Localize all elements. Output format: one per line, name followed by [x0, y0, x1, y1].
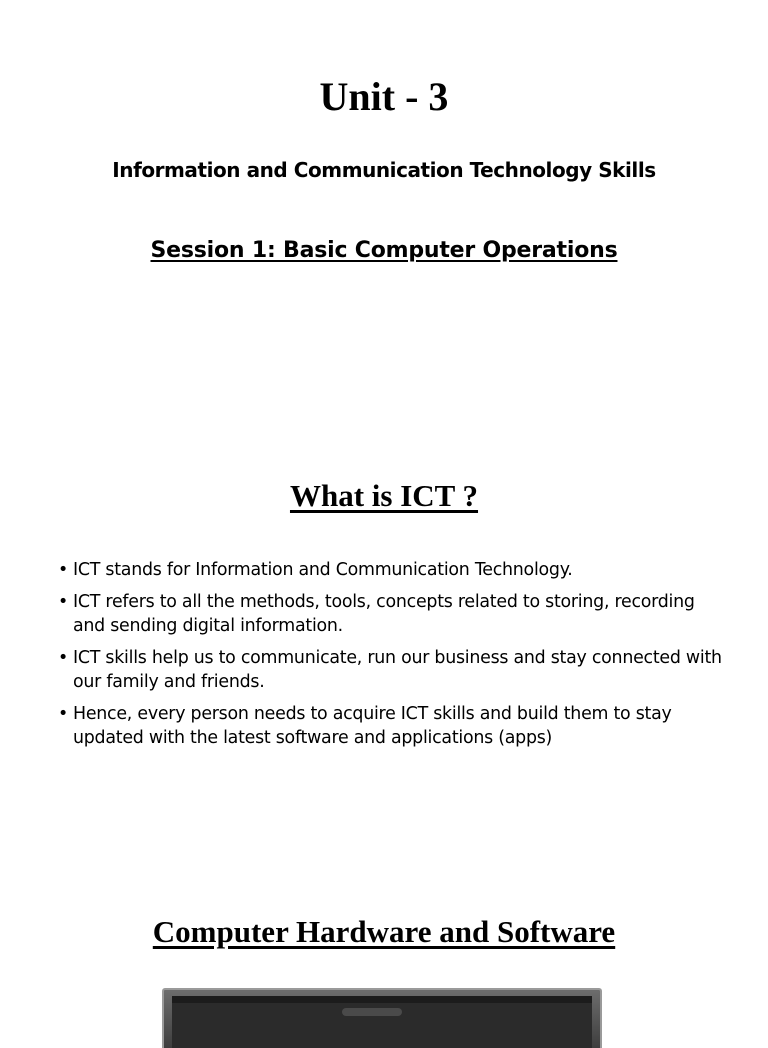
unit-title: Unit - 3 [319, 74, 449, 119]
bullet-text: ICT refers to all the methods, tools, concepts related to storing, recording and sending digital information. [73, 592, 695, 636]
session-title: Session 1: Basic Computer Operations [150, 238, 618, 263]
bullet-icon: • [58, 704, 69, 724]
bullet-text: Hence, every person needs to acquire ICT skills and build them to stay updated with the latest software and applications (apps) [73, 704, 672, 748]
bullet-icon: • [58, 648, 69, 668]
unit-subtitle: Information and Communication Technology Skills [112, 158, 656, 182]
bullet-icon: • [58, 560, 69, 580]
slide-title [0, 0, 768, 330]
what-is-ict-heading: What is ICT ? [289, 478, 479, 513]
slide-what-is-ict [0, 430, 768, 770]
monitor-topbar [172, 996, 592, 1003]
monitor-screen [172, 996, 592, 1048]
bullet-text: ICT skills help us to communicate, run our business and stay connected with our family and friends. [73, 648, 722, 692]
computer-monitor-icon [162, 988, 602, 1048]
list-item [58, 702, 728, 750]
bullet-icon: • [58, 592, 69, 612]
list-item [58, 558, 728, 582]
bullet-text: ICT stands for Information and Communication Technology. [73, 560, 573, 580]
ict-bullet-list [58, 558, 728, 758]
list-item [58, 646, 728, 694]
slide-hardware-software [0, 870, 768, 1024]
monitor-search-bar [342, 1008, 402, 1016]
list-item [58, 590, 728, 638]
hardware-software-heading: Computer Hardware and Software [152, 914, 616, 949]
